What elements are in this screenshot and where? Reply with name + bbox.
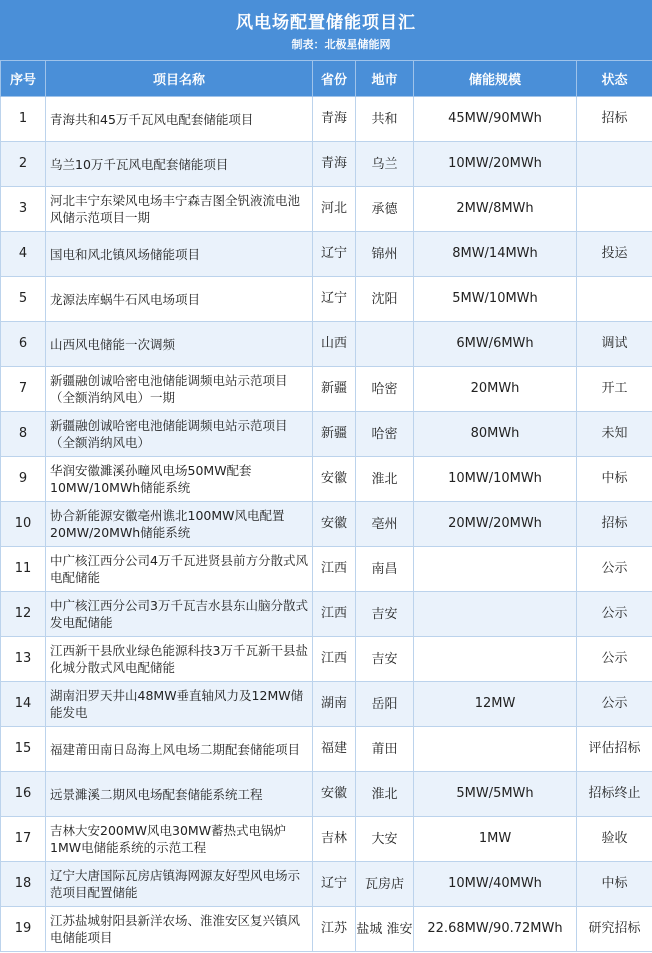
cell-city: 承德	[356, 187, 414, 232]
cell-project-name: 协合新能源安徽亳州谯北100MW风电配置20MW/20MWh储能系统	[46, 502, 313, 547]
cell-no: 11	[1, 547, 46, 592]
cell-status: 中标	[577, 862, 652, 907]
cell-status: 调试	[577, 322, 652, 367]
table-row	[1, 142, 652, 187]
title-bar	[0, 0, 652, 60]
cell-project-name: 中广核江西分公司3万千瓦吉水县东山脑分散式发电配储能	[46, 592, 313, 637]
cell-status: 招标	[577, 502, 652, 547]
cell-storage-scale: 12MW	[414, 682, 577, 727]
projects-table	[0, 60, 652, 952]
cell-city: 哈密	[356, 367, 414, 412]
cell-status: 评估招标	[577, 727, 652, 772]
cell-project-name: 乌兰10万千瓦风电配套储能项目	[46, 142, 313, 187]
cell-storage-scale: 20MW/20MWh	[414, 502, 577, 547]
cell-no: 13	[1, 637, 46, 682]
cell-storage-scale: 22.68MW/90.72MWh	[414, 907, 577, 952]
table-row	[1, 457, 652, 502]
table-row	[1, 547, 652, 592]
cell-status	[577, 277, 652, 322]
cell-province: 江西	[313, 637, 356, 682]
cell-no: 7	[1, 367, 46, 412]
cell-city: 淮北	[356, 457, 414, 502]
cell-no: 17	[1, 817, 46, 862]
table-row	[1, 412, 652, 457]
cell-project-name: 新疆融创诚哈密电池储能调频电站示范项目（全额消纳风电）	[46, 412, 313, 457]
cell-province: 河北	[313, 187, 356, 232]
cell-storage-scale	[414, 727, 577, 772]
cell-status: 开工	[577, 367, 652, 412]
cell-storage-scale: 8MW/14MWh	[414, 232, 577, 277]
column-header-scale: 储能规模	[414, 61, 577, 97]
cell-city: 锦州	[356, 232, 414, 277]
cell-province: 安徽	[313, 457, 356, 502]
cell-status: 未知	[577, 412, 652, 457]
cell-storage-scale: 2MW/8MWh	[414, 187, 577, 232]
cell-project-name: 国电和风北镇风场储能项目	[46, 232, 313, 277]
cell-storage-scale: 5MW/10MWh	[414, 277, 577, 322]
cell-status: 公示	[577, 547, 652, 592]
table-row	[1, 232, 652, 277]
cell-project-name: 龙源法库蜗牛石风电场项目	[46, 277, 313, 322]
cell-storage-scale: 10MW/10MWh	[414, 457, 577, 502]
column-header-province: 省份	[313, 61, 356, 97]
cell-storage-scale: 20MWh	[414, 367, 577, 412]
cell-no: 18	[1, 862, 46, 907]
cell-city: 共和	[356, 97, 414, 142]
cell-city: 吉安	[356, 637, 414, 682]
cell-project-name: 远景濉溪二期风电场配套储能系统工程	[46, 772, 313, 817]
cell-storage-scale: 10MW/20MWh	[414, 142, 577, 187]
table-row	[1, 862, 652, 907]
cell-status: 验收	[577, 817, 652, 862]
table-row	[1, 322, 652, 367]
cell-project-name: 湖南汨罗天井山48MW垂直轴风力及12MW储能发电	[46, 682, 313, 727]
cell-province: 新疆	[313, 367, 356, 412]
cell-province: 辽宁	[313, 232, 356, 277]
table-row	[1, 592, 652, 637]
cell-status	[577, 187, 652, 232]
cell-project-name: 河北丰宁东梁风电场丰宁森吉图全钒液流电池风储示范项目一期	[46, 187, 313, 232]
cell-city: 哈密	[356, 412, 414, 457]
cell-city: 乌兰	[356, 142, 414, 187]
table-row	[1, 502, 652, 547]
cell-city: 大安	[356, 817, 414, 862]
table-row	[1, 682, 652, 727]
cell-province: 湖南	[313, 682, 356, 727]
cell-city: 莆田	[356, 727, 414, 772]
column-header-city: 地市	[356, 61, 414, 97]
cell-city: 亳州	[356, 502, 414, 547]
cell-storage-scale: 45MW/90MWh	[414, 97, 577, 142]
cell-province: 辽宁	[313, 277, 356, 322]
cell-no: 16	[1, 772, 46, 817]
cell-no: 5	[1, 277, 46, 322]
cell-project-name: 辽宁大唐国际瓦房店镇海网源友好型风电场示范项目配置储能	[46, 862, 313, 907]
cell-storage-scale	[414, 592, 577, 637]
cell-no: 10	[1, 502, 46, 547]
cell-province: 吉林	[313, 817, 356, 862]
cell-city	[356, 322, 414, 367]
cell-no: 14	[1, 682, 46, 727]
cell-status: 招标终止	[577, 772, 652, 817]
table-row	[1, 772, 652, 817]
table-row	[1, 187, 652, 232]
cell-province: 山西	[313, 322, 356, 367]
cell-city: 瓦房店	[356, 862, 414, 907]
cell-status: 投运	[577, 232, 652, 277]
table-row	[1, 637, 652, 682]
cell-status: 中标	[577, 457, 652, 502]
cell-no: 19	[1, 907, 46, 952]
cell-city: 盐城 淮安	[356, 907, 414, 952]
table-row	[1, 907, 652, 952]
cell-no: 15	[1, 727, 46, 772]
column-header-status: 状态	[577, 61, 652, 97]
table-header-row	[1, 61, 652, 97]
column-header-no: 序号	[1, 61, 46, 97]
cell-city: 沈阳	[356, 277, 414, 322]
cell-storage-scale: 1MW	[414, 817, 577, 862]
cell-province: 青海	[313, 97, 356, 142]
cell-project-name: 江西新干县欣业绿色能源科技3万千瓦新干县盐化城分散式风电配储能	[46, 637, 313, 682]
cell-status: 公示	[577, 637, 652, 682]
table-row	[1, 367, 652, 412]
cell-storage-scale: 5MW/5MWh	[414, 772, 577, 817]
cell-no: 9	[1, 457, 46, 502]
cell-province: 青海	[313, 142, 356, 187]
cell-province: 安徽	[313, 772, 356, 817]
cell-no: 6	[1, 322, 46, 367]
page-subtitle: 制表：北极星储能网	[291, 38, 391, 51]
column-header-name: 项目名称	[46, 61, 313, 97]
cell-no: 3	[1, 187, 46, 232]
cell-city: 岳阳	[356, 682, 414, 727]
cell-status	[577, 142, 652, 187]
cell-city: 吉安	[356, 592, 414, 637]
cell-province: 新疆	[313, 412, 356, 457]
cell-no: 4	[1, 232, 46, 277]
cell-storage-scale: 80MWh	[414, 412, 577, 457]
cell-province: 福建	[313, 727, 356, 772]
cell-project-name: 福建莆田南日岛海上风电场二期配套储能项目	[46, 727, 313, 772]
cell-province: 辽宁	[313, 862, 356, 907]
cell-project-name: 中广核江西分公司4万千瓦进贤县前方分散式风电配储能	[46, 547, 313, 592]
cell-province: 江西	[313, 547, 356, 592]
cell-status: 招标	[577, 97, 652, 142]
cell-no: 12	[1, 592, 46, 637]
cell-project-name: 华润安徽濉溪孙疃风电场50MW配套10MW/10MWh储能系统	[46, 457, 313, 502]
table-row	[1, 727, 652, 772]
table-row	[1, 277, 652, 322]
cell-province: 江西	[313, 592, 356, 637]
cell-status: 公示	[577, 682, 652, 727]
cell-project-name: 青海共和45万千瓦风电配套储能项目	[46, 97, 313, 142]
cell-province: 江苏	[313, 907, 356, 952]
page-title: 风电场配置储能项目汇	[236, 13, 416, 33]
cell-city: 南昌	[356, 547, 414, 592]
cell-no: 1	[1, 97, 46, 142]
cell-project-name: 江苏盐城射阳县新洋农场、淮淮安区复兴镇风电储能项目	[46, 907, 313, 952]
table-row	[1, 817, 652, 862]
table-row	[1, 97, 652, 142]
cell-storage-scale: 10MW/40MWh	[414, 862, 577, 907]
cell-project-name: 山西风电储能一次调频	[46, 322, 313, 367]
cell-status: 公示	[577, 592, 652, 637]
cell-city: 淮北	[356, 772, 414, 817]
cell-storage-scale: 6MW/6MWh	[414, 322, 577, 367]
cell-status: 研究招标	[577, 907, 652, 952]
cell-storage-scale	[414, 637, 577, 682]
cell-storage-scale	[414, 547, 577, 592]
table-body	[1, 97, 652, 952]
cell-no: 8	[1, 412, 46, 457]
cell-province: 安徽	[313, 502, 356, 547]
cell-project-name: 吉林大安200MW风电30MW蓄热式电锅炉1MW电储能系统的示范工程	[46, 817, 313, 862]
cell-project-name: 新疆融创诚哈密电池储能调频电站示范项目（全额消纳风电）一期	[46, 367, 313, 412]
cell-no: 2	[1, 142, 46, 187]
